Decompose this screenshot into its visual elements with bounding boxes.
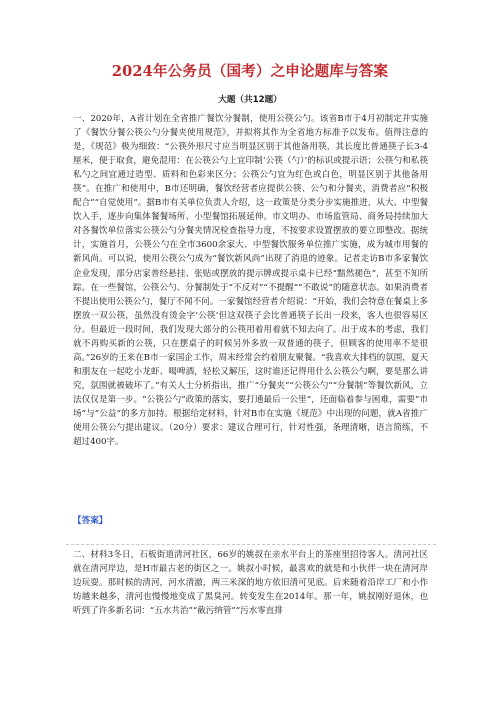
question-1-text: 一、2020年，A省计划在全省推广餐饮分餐制，使用公筷公勺。该省B市于4月初制定并实施了《餐饮分餐公筷公勺分餐夹使用规范》，并拟将其作为全省地方标准予以发布。值得注意的是，《规范》极为细致：“公筷外形尺寸应当明显区别于其他备用筷，其长度比普通筷子长3-4厘米，便于取食，避免混用：在公筷公勺上宜印制‘公筷（勺）’的标识或提示语；公筷勺和私筷私勺之间宜通过造型、质料和色彩来区分；公筷公勺宜为红色或白色，明显区别于其他备用筷”。在推广和使用中，B市还明确，餐饮经营者应提供公筷、公勺和分餐夹，消费者应“积极配合”“自觉使用”。据B市有关单位负责人介绍，这一政策是分类分步实施推进，从大、中型餐饮入手，逐步向集体餐餐场所、小型餐馆拓展延伸。市文明办、市场监管局、商务局持续加大对各餐饮单位落实公筷公勺分餐夹情况检查指导力度，不按要求设置摆放的要立即整改。据统计，实施首月，公筷公勺在全市3600余家大、中型餐饮服务单位推广实施，成为城市用餐的新风尚。可以说，使用公筷公勺成为“餐饮新风尚”出现了消退的迹象。记者走访B市多家餐饮企业发现，部分店家普经悬挂、张贴或摆放的提示牌或提示桌卡已经“黯然褪色”，甚至不知所踪。在一些餐馆，公筷公勺、分餐制处于“不反对”“不提醒”“不敢说”的随意状态。如果消费者不提出使用公筷公勺，餐厅不闻不问。一家餐馆经营者介绍说：“开始，我们会特意在餐桌上多摆放一双公筷，虽然没有烫金字‘公筷’但这双筷子会比普通筷子长出一段来，客人也很容易区分。但最近一段时间，我们发现大部分的公筷用着用着就不知去向了。出于成本的考虑，我们就不再购买新的公筷，只在摆桌子的时候另外多放一双普通的筷子，但顾客的使用率不是很高。”26岁的王来在B市一家国企工作，周末经常会约着朋友聚餐。“我喜欢大排档的氛围，夏天和朋友在一起吃小龙虾、喝啤酒，轻松又解压，这时谁还记得用什么公筷公勺啊，要是那么讲究，氛围就被破坏了。”有关人士分析指出，推广“分餐夹”“公筷公勺”“分餐制”等餐饮新风，立法仅仅是第一步。“公筷公勺”政策的落实，要打通最后一公里“，还面临着参与困难，需要”市场“与”公益“的多方加持。根据给定材料，针对B市在实施《规范》中出现的问题，就A省推广使用公筷公勺提出建议。（20分）要求：建议合理可行，针对性强，条理清晰，语言简练，不超过400字。 (73, 114, 428, 448)
section-divider (66, 544, 436, 545)
answer-link[interactable]: 【答案】 (73, 516, 108, 526)
document-title: 2024年公务员（国考）之申论题库与答案 (111, 63, 389, 80)
section-title: 大题（共12题） (218, 95, 282, 105)
question-2-text: 二、材料3冬日，石板街道清河社区，66岁的姚叔在亲水平台上的茶座里招待客人。清河社区就在清河岸边，是H市最古老的街区之一。姚叔小时候，最喜欢的就是和小伙伴一块在清河岸边玩耍。那时候的清河，河水清澈，两三米深的地方依旧清可见底。后来随着沿岸工厂和小作坊越来越多，清河也慢慢地变成了黑臭河。转变发生在2014年。那一年，姚叔刚好退休，也听到了许多新名词：“五水共治”“截污纳管”“污水零直排 (73, 550, 428, 617)
